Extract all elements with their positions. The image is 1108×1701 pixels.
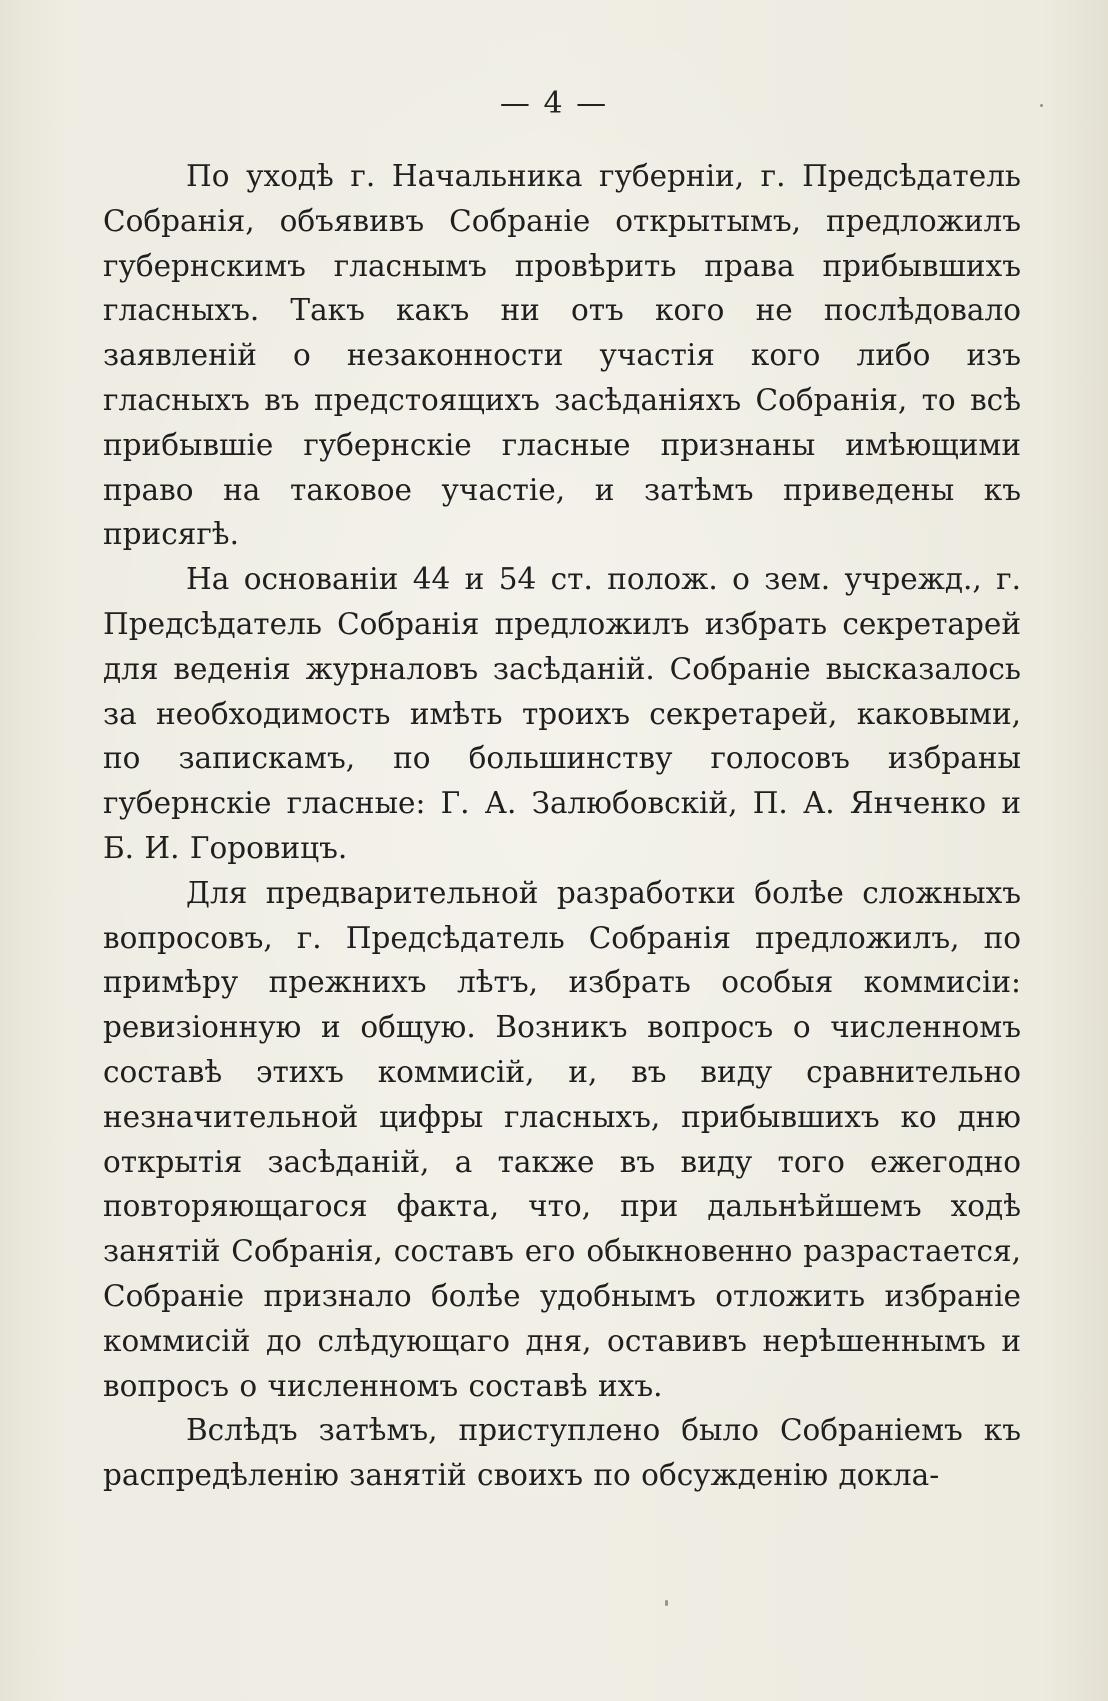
page-number: — 4 — (499, 86, 609, 121)
paragraph-commissions: Для предварительной разработки болѣе сложныхъ вопросовъ, г. Предсѣдатель Собранія предложилъ, по примѣру прежнихъ лѣтъ, избрать особыя коммисіи: ревизіонную и общую. Возникъ вопросъ о численномъ составѣ этихъ коммисій, и, въ виду сравнительно незначительной цифры гласныхъ, прибывшихъ ко дню открытія засѣданій, а также въ виду того ежегодно повторяющагося факта, что, при дальнѣйшемъ ходѣ занятій Собранія, составъ его обыкновенно разрастается, Собраніе признало болѣе удобнымъ отложить избраніе коммисій до слѣдующаго дня, оставивъ нерѣшеннымъ и вопросъ о численномъ составѣ ихъ. (103, 875, 1021, 1403)
paper-speck (665, 1600, 668, 1606)
paragraph-opening-of-assembly: По уходѣ г. Начальника губерніи, г. Предсѣдатель Собранія, объявивъ Собраніе открытымъ, предложилъ губернскимъ гласнымъ провѣрить права прибывшихъ гласныхъ. Такъ какъ ни отъ кого не послѣдовало заявленій о незаконности участія кого либо изъ гласныхъ въ предстоящихъ засѣданіяхъ Собранія, то всѣ прибывшіе губернскіе гласные признаны имѣющими право на таковое участіе, и затѣмъ приведены къ присягѣ. (103, 159, 1021, 552)
paragraph-distribution-of-work: Вслѣдъ затѣмъ, приступлено было Собраніемъ къ распредѣленію занятій своихъ по обсужденію докла- (103, 1413, 1021, 1493)
body-text (103, 154, 1021, 1498)
paper-speck (1040, 104, 1043, 107)
paragraph-secretaries-election: На основаніи 44 и 54 ст. полож. о зем. учрежд., г. Предсѣдатель Собранія предложилъ избрать секретарей для веденія журналовъ засѣданій. Собраніе высказалось за необходимость имѣть троихъ секретарей, каковыми, по запискамъ, по большинству голосовъ избраны губернскіе гласные: Г. А. Залюбовскій, П. А. Янченко и Б. И. Горовицъ. (103, 562, 1021, 865)
